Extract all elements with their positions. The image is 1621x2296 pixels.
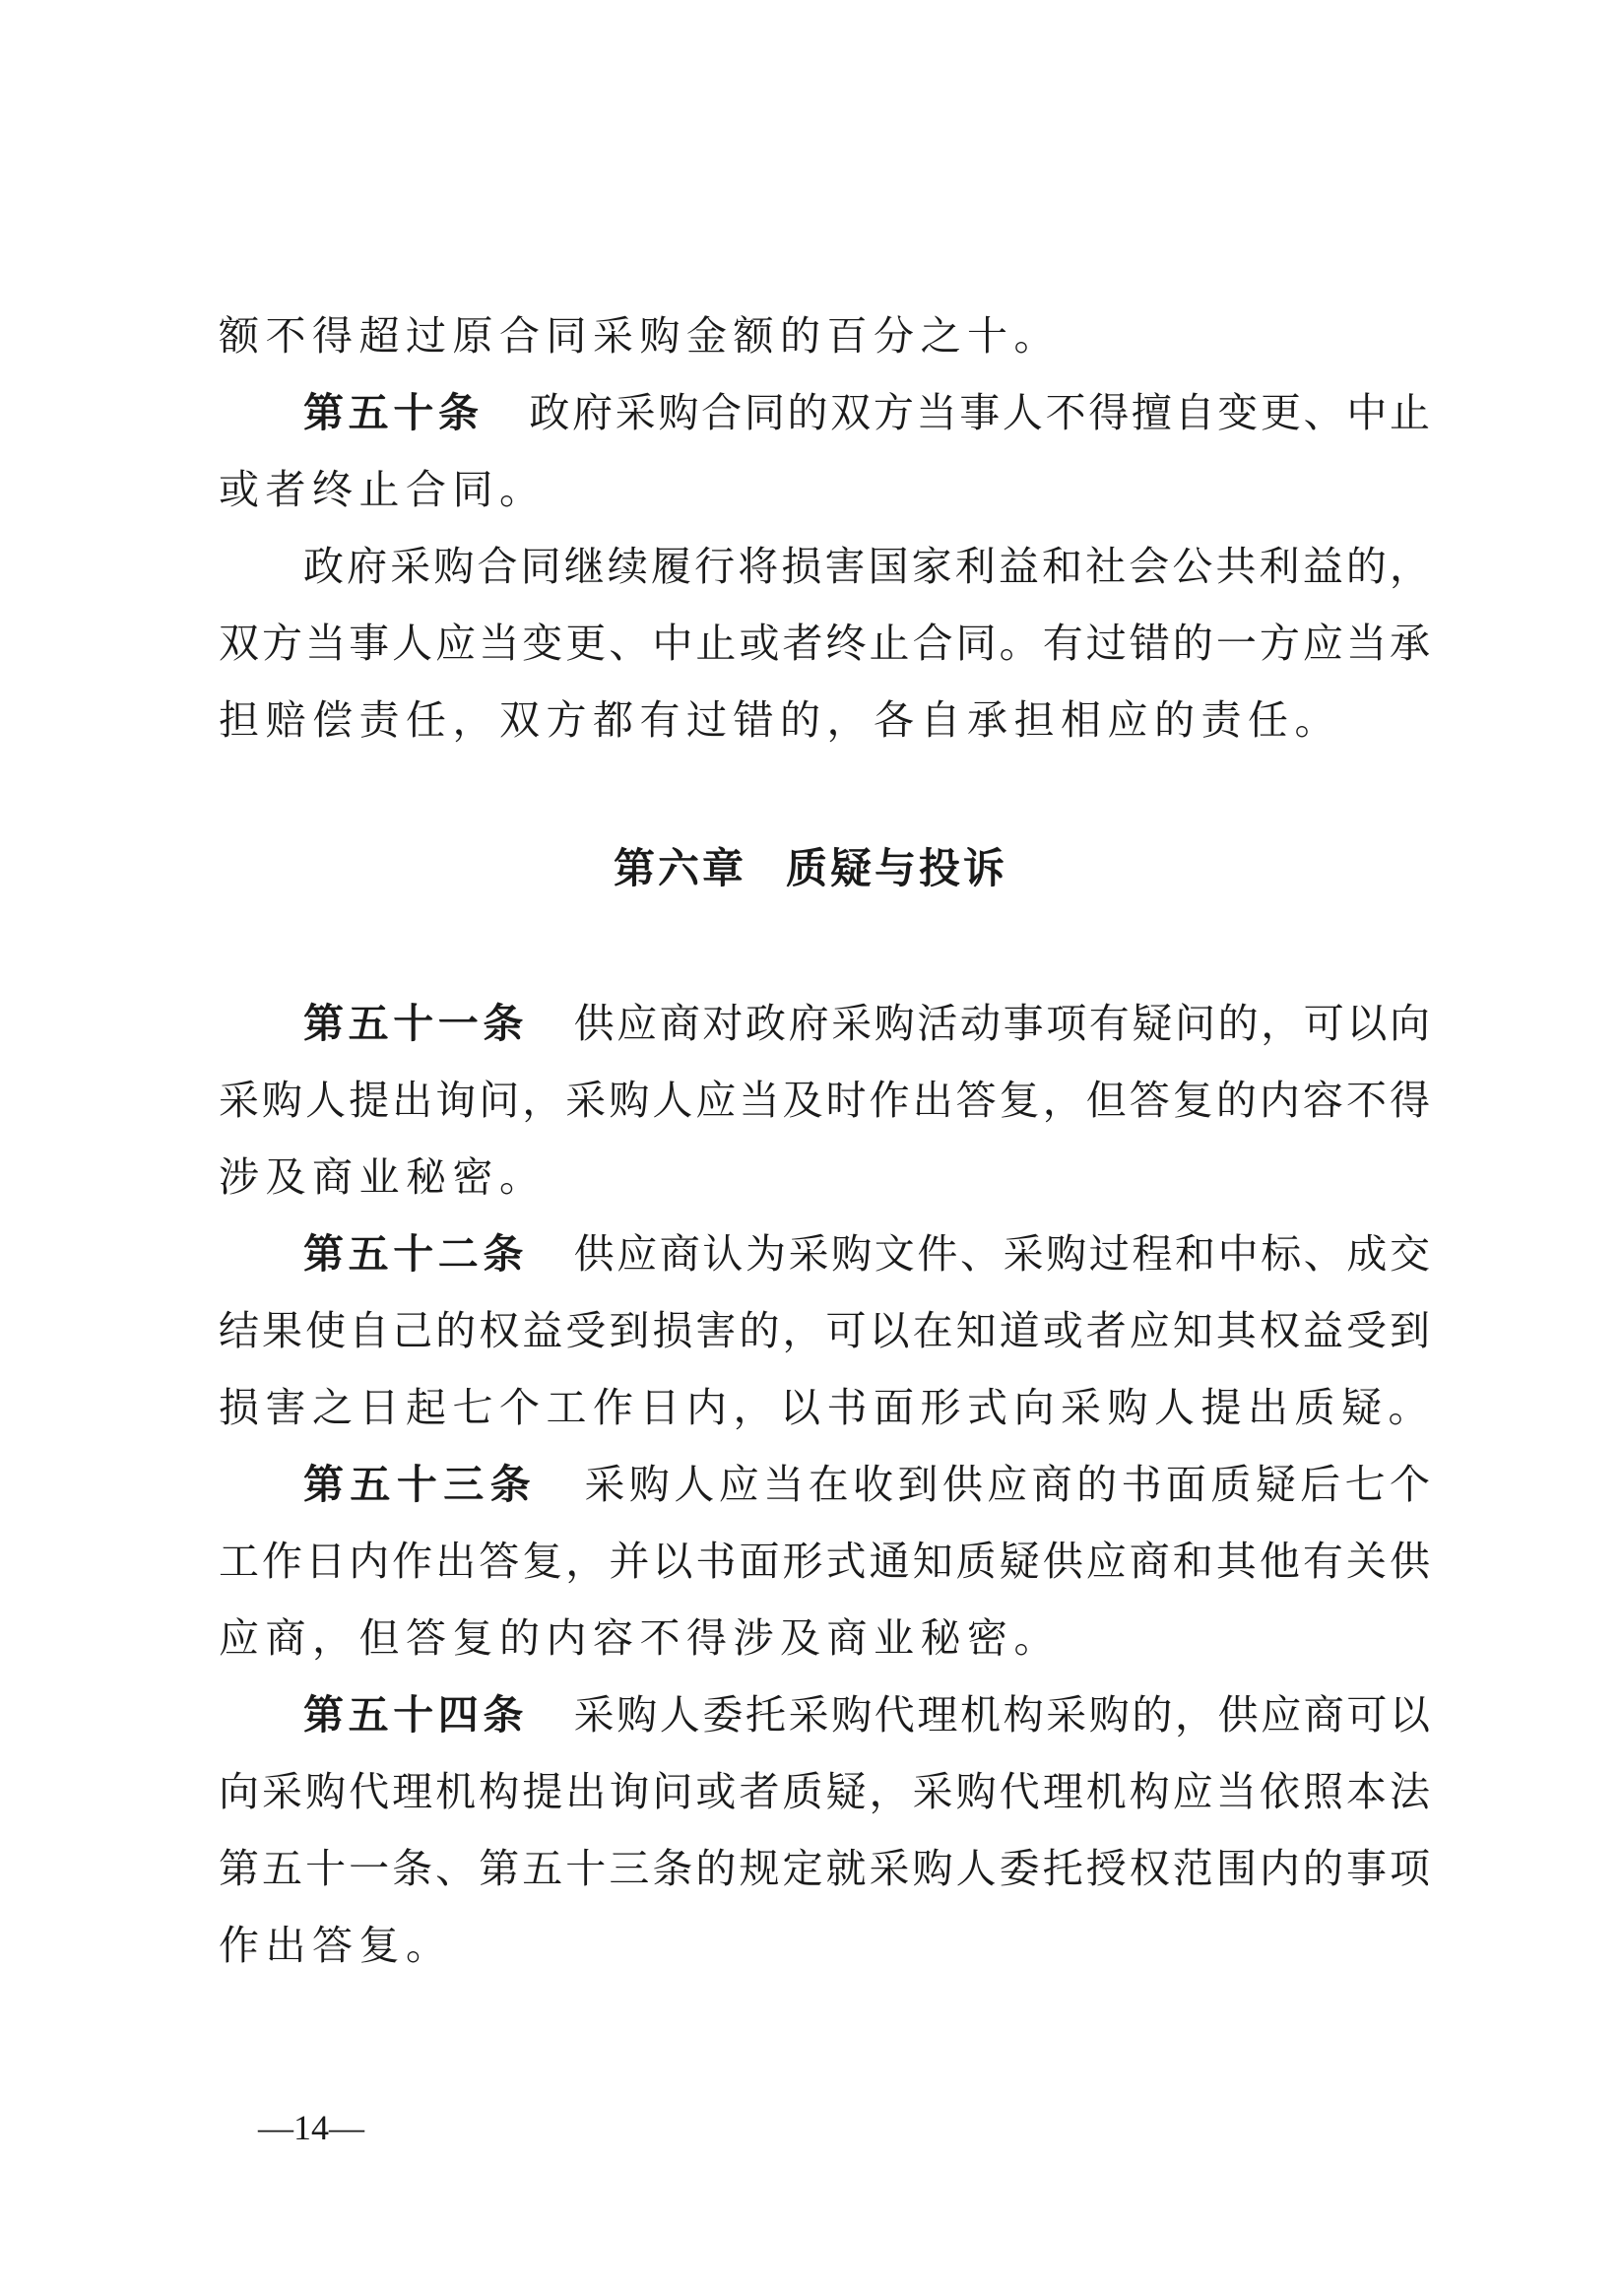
chapter-number: 第六章 [613,844,746,892]
article-50-line [303,374,1430,451]
page-number: —14— [258,2108,364,2147]
paragraph-line: 担赔偿责任，双方都有过错的，各自承担相应的责任。 [219,696,1341,744]
article-51-heading: 第五十一条 [303,1000,528,1047]
paragraph-line: 作出答复。 [219,1922,453,1969]
article-52-heading: 第五十二条 [303,1230,528,1278]
article-51-line [303,985,1430,1062]
paragraph-line: 额不得超过原合同采购金额的百分之十。 [219,312,1061,360]
article-54-heading: 第五十四条 [303,1691,528,1738]
paragraph-line: 应商，但答复的内容不得涉及商业秘密。 [219,1614,1061,1662]
paragraph-line: 损害之日起七个工作日内，以书面形式向采购人提出质疑。 [219,1384,1435,1431]
article-52-line [303,1215,1430,1292]
paragraph-line: 第五十一条、第五十三条的规定就采购人委托授权范围内的事项 [219,1845,1430,1892]
article-53-text: 采购人应当在收到供应商的书面质疑后七个 [580,1461,1431,1508]
paragraph-line: 工作日内作出答复，并以书面形式通知质疑供应商和其他有关供 [219,1538,1430,1585]
paragraph-line: 向采购代理机构提出询问或者质疑，采购代理机构应当依照本法 [219,1768,1430,1815]
chapter-name: 质疑与投诉 [786,844,1008,892]
article-53-line [303,1446,1430,1523]
paragraph-line: 涉及商业秘密。 [219,1153,547,1201]
article-54-text: 采购人委托采购代理机构采购的，供应商可以 [571,1691,1430,1738]
article-50-text: 政府采购合同的双方当事人不得擅自变更、中止 [526,389,1431,436]
paragraph-line: 双方当事人应当变更、中止或者终止合同。有过错的一方应当承 [219,620,1430,667]
article-53-heading: 第五十三条 [303,1461,538,1508]
chapter-title [0,830,1621,907]
article-51-text: 供应商对政府采购活动事项有疑问的，可以向 [571,1000,1430,1047]
article-52-text: 供应商认为采购文件、采购过程和中标、成交 [571,1230,1430,1278]
paragraph-line: 或者终止合同。 [219,466,547,513]
article-50-heading: 第五十条 [303,389,484,436]
paragraph-line: 结果使自己的权益受到损害的，可以在知道或者应知其权益受到 [219,1307,1430,1354]
paragraph-line: 采购人提出询问，采购人应当及时作出答复，但答复的内容不得 [219,1077,1430,1124]
article-54-line [303,1676,1430,1753]
paragraph-line: 政府采购合同继续履行将损害国家利益和社会公共利益的， [303,543,1430,590]
